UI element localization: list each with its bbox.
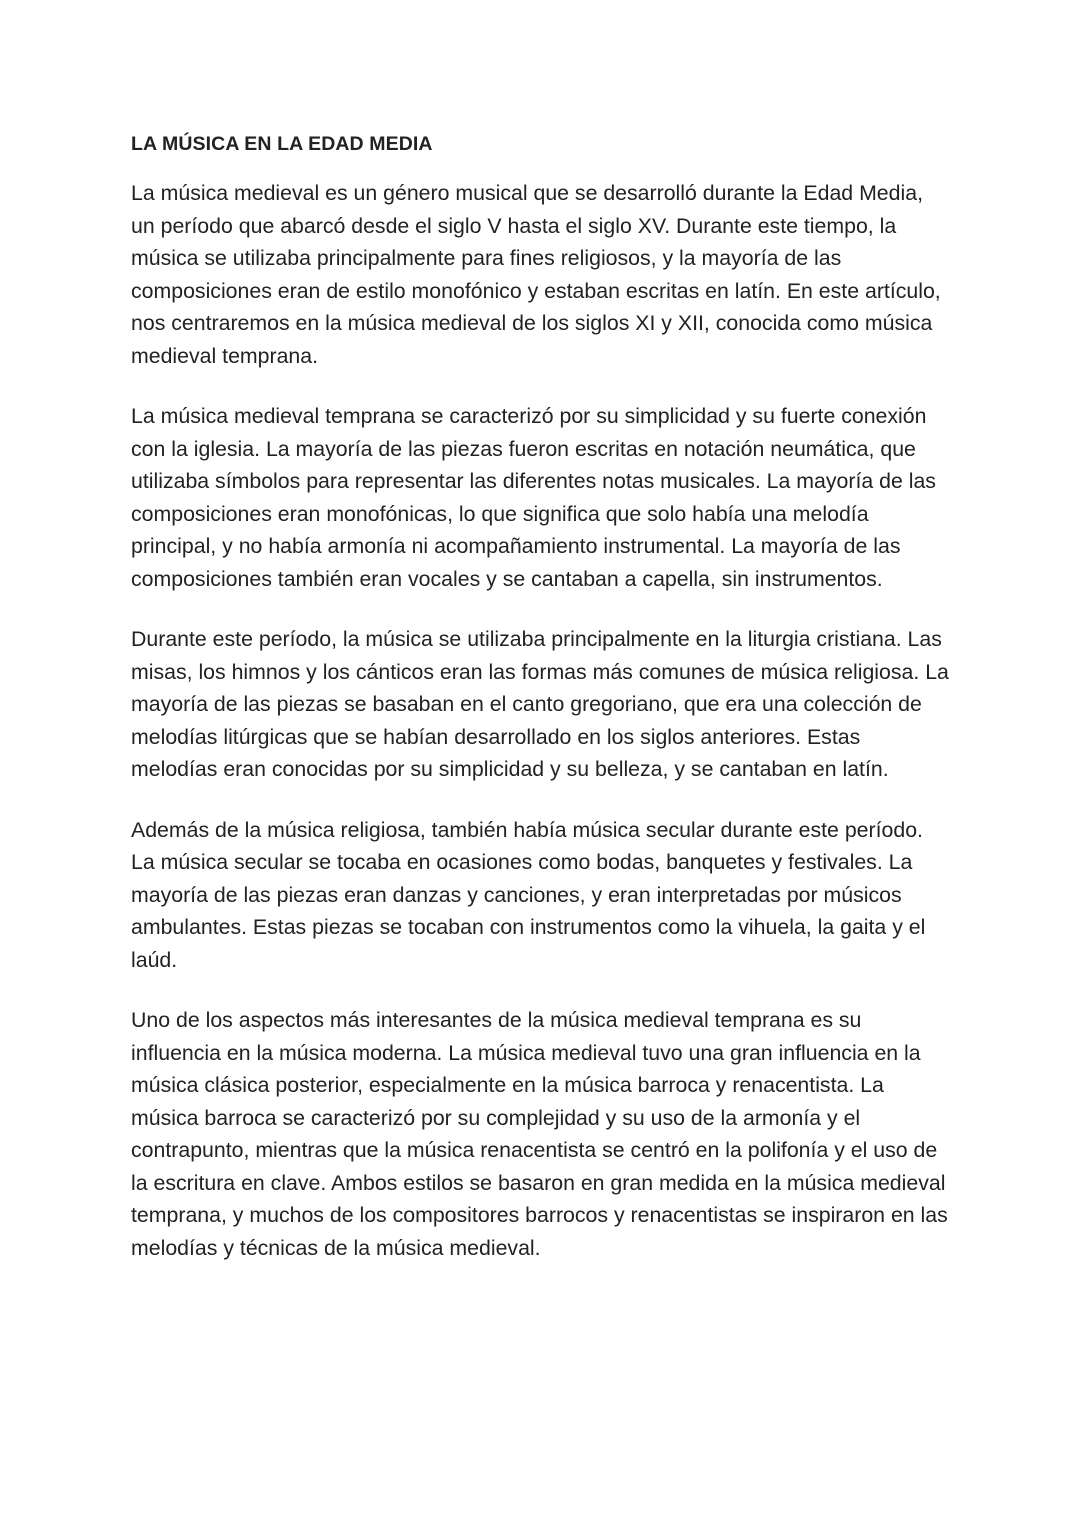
document-body: [131, 132, 951, 1264]
paragraph-4: Además de la música religiosa, también había música secular durante este período. La música secular se tocaba en ocasiones como bodas, banquetes y festivales. La mayoría de las piezas eran danzas y canciones, y eran interpretadas por músicos ambulantes. Estas piezas se tocaban con instrumentos como la vihuela, la gaita y el laúd.: [131, 817, 926, 972]
paragraph-1: La música medieval es un género musical que se desarrolló durante la Edad Media, un período que abarcó desde el siglo V hasta el siglo XV. Durante este tiempo, la música se utilizaba principalmente para fines religiosos, y la mayoría de las composiciones eran de estilo monofónico y estaban escritas en latín. En este artículo, nos centraremos en la música medieval de los siglos XI y XII, conocida como música medieval temprana.: [131, 181, 941, 368]
paragraph-3: Durante este período, la música se utilizaba principalmente en la liturgia cristiana. Las misas, los himnos y los cánticos eran las formas más comunes de música religiosa. La mayoría de las piezas se basaban en el canto gregoriano, que era una colección de melodías litúrgicas que se habían desarrollado en los siglos anteriores. Estas melodías eran conocidas por su simplicidad y su belleza, y se cantaban en latín.: [131, 627, 949, 781]
document-title: LA MÚSICA EN LA EDAD MEDIA: [131, 133, 433, 155]
paragraph-5: Uno de los aspectos más interesantes de la música medieval temprana es su influencia en la música moderna. La música medieval tuvo una gran influencia en la música clásica posterior, especialmente en la música barroca y renacentista. La música barroca se caracterizó por su complejidad y su uso de la armonía y el contrapunto, mientras que la música renacentista se centró en la polifonía y el uso de la escritura en clave. Ambos estilos se basaron en gran medida en la música medieval temprana, y muchos de los compositores barrocos y renacentistas se inspiraron en las melodías y técnicas de la música medieval.: [131, 1008, 948, 1260]
paragraph-2: La música medieval temprana se caracterizó por su simplicidad y su fuerte conexión con la iglesia. La mayoría de las piezas fueron escritas en notación neumática, que utilizaba símbolos para representar las diferentes notas musicales. La mayoría de las composiciones eran monofónicas, lo que significa que solo había una melodía principal, y no había armonía ni acompañamiento instrumental. La mayoría de las composiciones también eran vocales y se cantaban a capella, sin instrumentos.: [131, 404, 936, 591]
